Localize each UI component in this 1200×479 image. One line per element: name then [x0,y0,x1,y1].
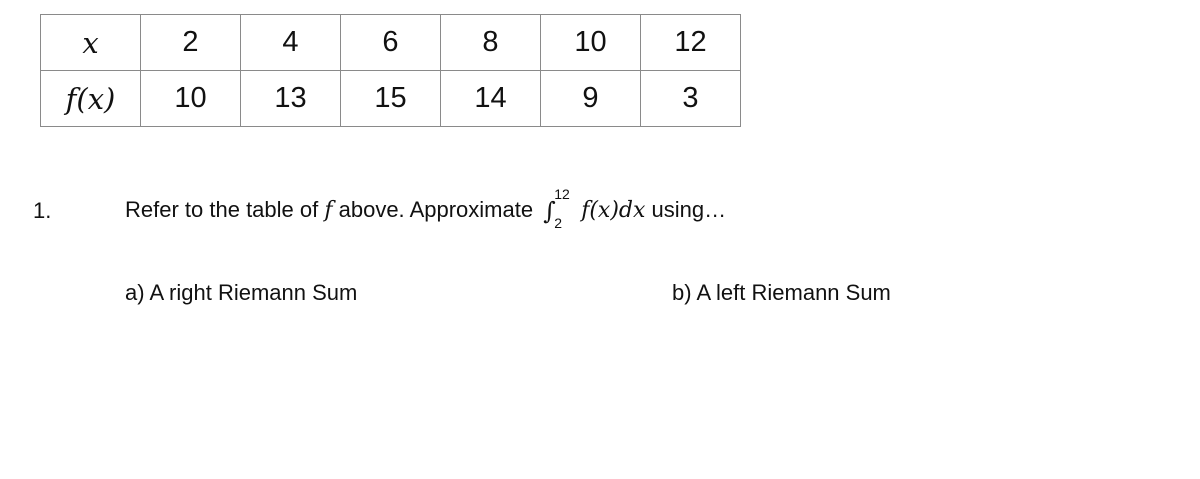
definite-integral [543,186,577,232]
x-value-cell: 12 [641,15,741,71]
problem-text-middle: above. Approximate [332,197,540,222]
problem-text-before: Refer to the table of [125,197,325,222]
fx-row-header: f(x) [41,71,141,127]
problem-text-after: using… [645,197,727,222]
x-row-header: x [41,15,141,71]
integral-lower-limit: 2 [554,215,562,232]
fx-value-cell: 13 [241,71,341,127]
x-value-cell: 4 [241,15,341,71]
fx-value-cell: 9 [541,71,641,127]
fx-value-cell: 3 [641,71,741,127]
x-value-cell: 2 [141,15,241,71]
integral-upper-limit: 12 [554,186,570,203]
function-values-table [40,14,741,127]
fx-value-cell: 10 [141,71,241,127]
problem-statement [125,186,727,232]
fx-value-cell: 14 [441,71,541,127]
part-a-right-riemann: a) A right Riemann Sum [125,280,358,305]
fx-row [41,71,741,127]
part-b-left-riemann: b) A left Riemann Sum [672,280,891,305]
fx-value-cell: 15 [341,71,441,127]
x-value-cell: 10 [541,15,641,71]
x-value-cell: 8 [441,15,541,71]
integrand: f(x)dx [581,198,646,223]
x-row [41,15,741,71]
integral-sign: ∫ [543,197,556,226]
problem-number: 1. [33,198,52,223]
x-value-cell: 6 [341,15,441,71]
function-symbol: f [324,198,333,223]
